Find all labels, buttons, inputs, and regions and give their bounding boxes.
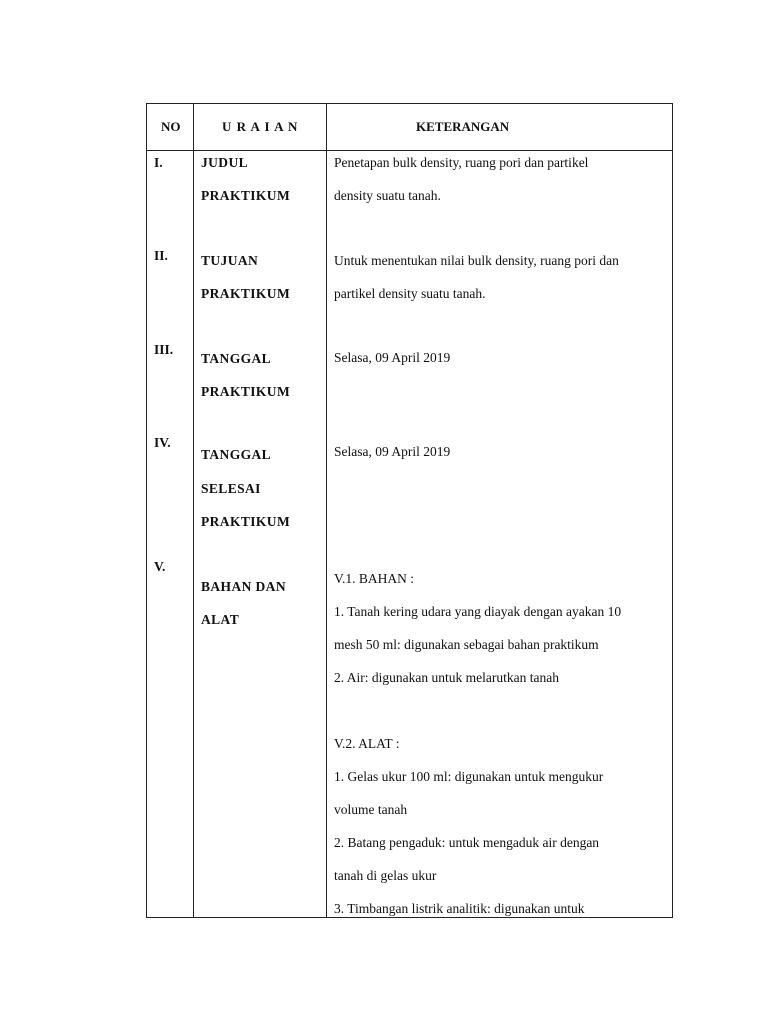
row-description-line: Selasa, 09 April 2019 [334, 350, 451, 365]
section-heading-bahan: V.1. BAHAN : [334, 571, 415, 586]
row-number: V. [154, 559, 166, 574]
row-description-line: 1. Gelas ukur 100 ml: digunakan untuk mengukur [334, 769, 604, 784]
row-label-line: ALAT [201, 612, 240, 627]
document-table [146, 103, 673, 918]
row-description-line: density suatu tanah. [334, 188, 441, 203]
row-description-line: 2. Batang pengaduk: untuk mengaduk air dengan [334, 835, 600, 850]
row-label-line: JUDUL [201, 155, 249, 170]
row-label-line: BAHAN DAN [201, 579, 286, 594]
header-uraian: U R A I A N [222, 119, 299, 134]
row-description-line: Penetapan bulk density, ruang pori dan partikel [334, 155, 589, 170]
column-divider-no [193, 104, 194, 917]
row-label-line: TANGGAL [201, 447, 272, 462]
row-description-line: Selasa, 09 April 2019 [334, 444, 451, 459]
row-description-line: 1. Tanah kering udara yang diayak dengan ayakan 10 [334, 604, 622, 619]
row-number: III. [154, 342, 174, 357]
header-keterangan: KETERANGAN [416, 119, 510, 134]
section-heading-alat: V.2. ALAT : [334, 736, 400, 751]
row-description-line: mesh 50 ml: digunakan sebagai bahan praktikum [334, 637, 599, 652]
row-label-line: PRAKTIKUM [201, 188, 291, 203]
row-label-line: PRAKTIKUM [201, 384, 291, 399]
row-number: IV. [154, 435, 171, 450]
row-description-line: partikel density suatu tanah. [334, 286, 486, 301]
header-no: NO [161, 119, 181, 134]
row-description-line: Untuk menentukan nilai bulk density, ruang pori dan [334, 253, 619, 268]
row-label-line: TUJUAN [201, 253, 259, 268]
row-description-line: 3. Timbangan listrik analitik: digunakan untuk [334, 901, 585, 916]
row-label-line: PRAKTIKUM [201, 514, 291, 529]
row-label-line: PRAKTIKUM [201, 286, 291, 301]
row-number: II. [154, 248, 168, 263]
row-description-line: volume tanah [334, 802, 408, 817]
row-description-line: 2. Air: digunakan untuk melarutkan tanah [334, 670, 559, 685]
column-divider-uraian [326, 104, 327, 917]
row-label-line: SELESAI [201, 481, 261, 496]
row-number: I. [154, 155, 163, 170]
row-description-line: tanah di gelas ukur [334, 868, 437, 883]
row-label-line: TANGGAL [201, 351, 272, 366]
